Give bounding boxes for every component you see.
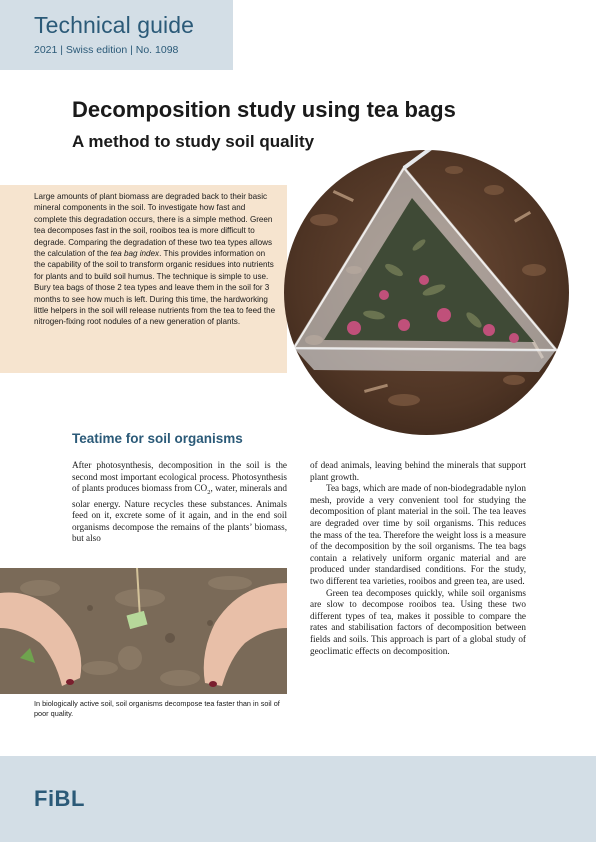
page-title: Decomposition study using tea bags [72,97,456,122]
hands-illustration [0,568,287,694]
intro-text-end: . This provides information on the capability of the soil to transform organic residues into nutrients for plants and to build soil humus. The technique is simple to use. Bury tea bags of those 2 tea types and leave them in the soil for 3 months to see how much is left. During this time, the hardworking little helpers in the soil will release nutrients from the tea to feed the nitrogen-fixing root nodules of a new generation of plants. [34,249,276,327]
photo-caption: In biologically active soil, soil organisms decompose tea faster than in soil of poor quality. [34,699,280,718]
section-heading: Teatime for soil organisms [72,431,243,446]
intro-box [0,185,287,373]
tea-bag-illustration [284,150,569,435]
fibl-logo: FiBL [34,786,85,811]
paragraph-text: After photosynthesis, decomposition in the soil is the second most important ecological process. Photosynthesis of plants produces biomass from CO [72,460,287,494]
hands-in-soil-photo [0,568,287,694]
tea-bag-photo [284,150,569,435]
page-subtitle: A method to study soil quality [72,132,315,151]
body-column-left [72,460,287,545]
guide-title: Technical guide [34,12,195,38]
footer-banner [0,756,596,842]
body-column-right [310,460,526,657]
paragraph: Tea bags, which are made of non-biodegradable nylon mesh, provide a very convenient tool for studying the decomposition of plant material in the soil. The tea leaves are degraded over time by soil organisms. This reduces the mass of the tea. Therefore the weight loss is a measure of the decomposition by the soil organisms. The tea bags contain a relatively uniform organic material and are produced under standardised conditions. For the study, two different tea varieties, rooibos and green tea, are used. [310,483,526,586]
paragraph: of dead animals, leaving behind the minerals that support plant growth. [310,460,526,482]
intro-emphasis: tea bag index [110,249,160,259]
paragraph: Green tea decomposes quickly, while soil organisms are slow to decompose rooibos tea. Using these two different types of tea, makes it possible to compare the rates and stabilisation factors of decomposition between fields and soils. This approach is part of a global study of geoclimatic effects on decomposition. [310,587,526,656]
paragraph-text: , water, minerals and solar energy. Nature recycles these substances. Animals feed on it, excrete some of it again, and in the end soil organisms decompose the remains of the plants’ biomass, but also [72,483,287,544]
subscript: 2 [207,489,211,497]
intro-text: Large amounts of plant biomass are degraded back to their basic mineral components in the soil. To investigate how fast and complete this degradation occurs, there is a simple method. Green tea decomposes fast in the soil, rooibos tea is more difficult to degrade. Comparing the degradation of these two tea types allows the calculation of the [34,192,273,259]
edition-info: 2021 | Swiss edition | No. 1098 [34,44,179,56]
header-banner [0,0,233,70]
paragraph [72,460,287,545]
